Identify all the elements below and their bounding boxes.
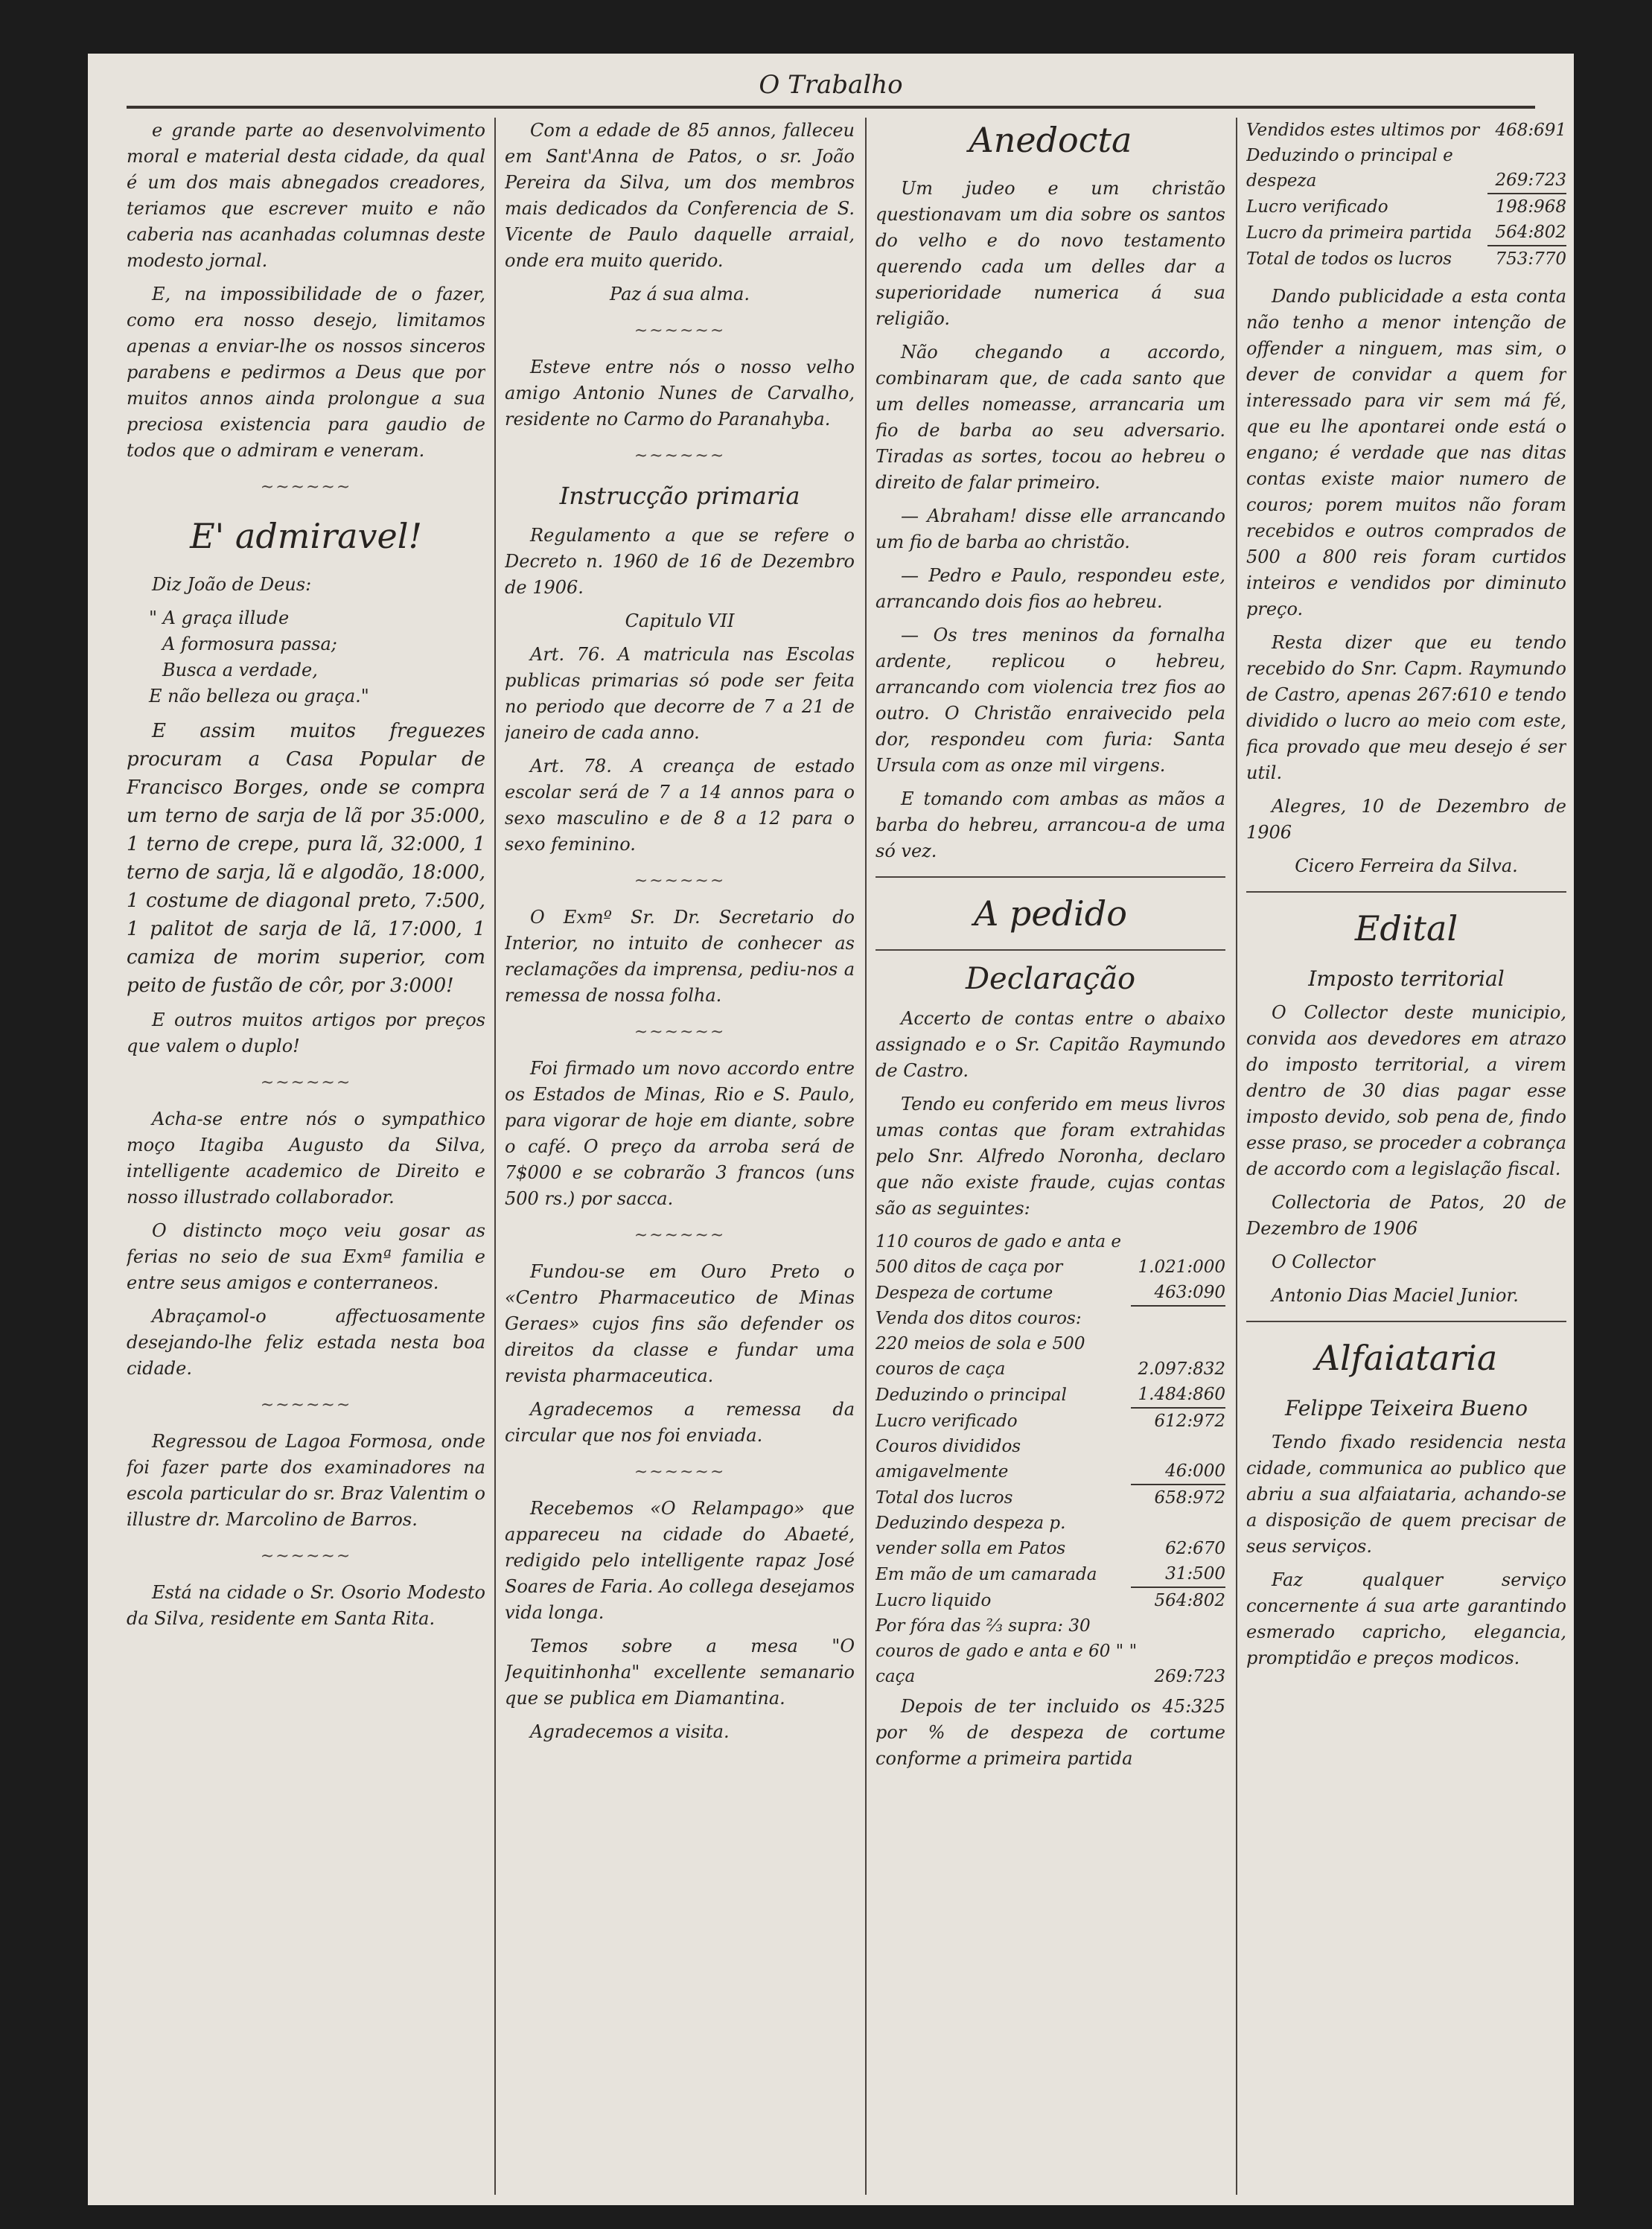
- section-rule: [1246, 1321, 1566, 1322]
- paragraph: Resta dizer que eu tendo recebido do Snr. Capm. Raymundo de Castro, apenas 267:610 e tendo dividido o lucro ao meio com este, fica provado que meu desejo é ser util.: [1246, 632, 1566, 783]
- paragraph: E tomando com ambas as mãos a barba do hebreu, arrancou-a de uma só vez.: [876, 788, 1225, 861]
- table-row: [876, 1485, 1225, 1511]
- account-label: Deduzindo o principal e despeza: [1246, 146, 1453, 191]
- section-rule: [1246, 891, 1566, 893]
- column-2: [505, 118, 855, 2195]
- ornament-divider: ~~~~~~: [634, 872, 726, 890]
- ornament-divider: ~~~~~~: [634, 1226, 726, 1245]
- paragraph: Tendo eu conferido em meus livros umas contas que foram extrahidas pelo Snr. Alfredo Noronha, declaro que não existe fraude, cujas contas são as seguintes:: [876, 1094, 1225, 1219]
- account-label: Venda dos ditos couros:: [876, 1309, 1082, 1328]
- account-label: 110 couros de gado e anta e 500 ditos de caça por: [876, 1232, 1121, 1277]
- account-table: [876, 1229, 1225, 1613]
- table-row: [876, 1613, 1225, 1689]
- ornament-divider: ~~~~~~: [634, 447, 726, 465]
- account-label: Despeza de cortume: [876, 1283, 1053, 1303]
- paragraph: Depois de ter incluido os 45:325 por % de despeza de cortume conforme a primeira partida: [876, 1696, 1225, 1769]
- paragraph: — Pedro e Paulo, respondeu este, arrancando dois fios ao hebreu.: [876, 565, 1225, 612]
- paragraph: O Collector: [1272, 1251, 1375, 1272]
- paragraph: Art. 78. A creança de estado escolar será de 7 a 14 annos para o sexo masculino e de 8 a 12 para o sexo feminino.: [505, 756, 855, 855]
- paragraph: Esteve entre nós o nosso velho amigo Antonio Nunes de Carvalho, residente no Carmo do Paranahyba.: [505, 357, 855, 430]
- account-label: Em mão de um camarada: [876, 1565, 1097, 1584]
- account-value: 564:802: [1487, 220, 1566, 246]
- ornament-divider: ~~~~~~: [260, 1547, 352, 1566]
- column-divider: [865, 118, 867, 2195]
- top-rule: [127, 106, 1535, 109]
- verse: [127, 605, 485, 709]
- verse-line: Busca a verdade,: [162, 660, 318, 680]
- account-label: Lucro da primeira partida: [1246, 223, 1473, 243]
- ornament-divider: ~~~~~~: [260, 1396, 352, 1415]
- paragraph: O distincto moço veiu gosar as ferias no seio de sua Exmª familia e entre seus amigos e conterraneos.: [127, 1220, 485, 1293]
- paragraph: E assim muitos freguezes procuram a Casa Popular de Francisco Borges, onde se compra um terno de sarja de lã por 35:000, 1 terno de crepe, pura lã, 32:000, 1 terno de sarja, lã e algodão, 18:000, 1 costume de diagonal preto, 7:500, 1 palitot de sarja de lã, 17:000, 1 camiza de morim superior, com peito de fustão de côr, por 3:000!: [127, 720, 485, 997]
- table-row: [1246, 194, 1566, 220]
- table-row: [876, 1331, 1225, 1382]
- table-row: [876, 1561, 1225, 1587]
- paragraph: — Abraham! disse elle arrancando um fio de barba ao christão.: [876, 506, 1225, 552]
- account-table: [1246, 118, 1566, 272]
- paragraph: Art. 76. A matricula nas Escolas publicas primarias só pode ser feita no periodo que decorre de 7 a 21 de janeiro de cada anno.: [505, 644, 855, 743]
- ornament-divider: ~~~~~~: [260, 1074, 352, 1092]
- section-heading: Alfaiataria: [1315, 1338, 1498, 1378]
- ornament-divider: ~~~~~~: [634, 1023, 726, 1042]
- account-label: Lucro liquido: [876, 1591, 992, 1610]
- account-label: Total dos lucros: [876, 1488, 1013, 1508]
- table-row: [1246, 143, 1566, 194]
- account-value: 1.021:000: [1138, 1257, 1225, 1277]
- paragraph: Collectoria de Patos, 20 de Dezembro de 1906: [1246, 1192, 1566, 1239]
- account-value: 269:723: [1487, 143, 1566, 194]
- account-value: 31:500: [1131, 1561, 1226, 1587]
- table-row: [876, 1306, 1225, 1331]
- newspaper-page: [88, 54, 1574, 2205]
- verse-line: E não belleza ou graça.": [149, 686, 369, 707]
- section-heading: A pedido: [974, 893, 1127, 934]
- paragraph: Recebemos «O Relampago» que appareceu na cidade do Abaeté, redigido pelo intelligente rapaz José Soares de Faria. Ao collega desejamos vida longa.: [505, 1498, 855, 1623]
- account-label: Deduzindo o principal: [876, 1385, 1067, 1405]
- paragraph: Faz qualquer serviço concernente á sua arte garantindo esmerado capricho, elegancia, promptidão e preços modicos.: [1246, 1569, 1566, 1668]
- table-cell: 269:723: [1154, 1667, 1225, 1686]
- paragraph: Paz á sua alma.: [610, 284, 750, 304]
- account-value: 1.484:860: [1131, 1382, 1226, 1408]
- account-label: Lucro verificado: [876, 1412, 1018, 1431]
- paragraph: Agradecemos a remessa da circular que nos foi enviada.: [505, 1399, 855, 1446]
- table-cell: Por fóra das ⅔ supra: 30 couros de gado e anta e 60 " " caça: [876, 1616, 1138, 1686]
- masthead: O Trabalho: [759, 70, 903, 100]
- column-4: [1246, 118, 1566, 2195]
- paragraph: Tendo fixado residencia nesta cidade, communica ao publico que abriu a sua alfaiataria, achando-se a disposição de quem precisar de seus serviços.: [1246, 1432, 1566, 1557]
- paragraph: Um judeo e um christão questionavam um dia sobre os santos do velho e do novo testamento querendo cada um delles dar a superioridade numerica á sua religião.: [876, 178, 1225, 329]
- paragraph: Com a edade de 85 annos, falleceu em Sant'Anna de Patos, o sr. João Pereira da Silva, um dos membros mais dedicados da Conferencia de S. Vicente de Paulo daquelle arraial, onde era muito querido.: [505, 120, 855, 271]
- chapter-title: Capitulo VII: [625, 610, 735, 631]
- verse-line: A formosura passa;: [162, 634, 337, 654]
- table-row: [876, 1511, 1225, 1561]
- section-rule: [876, 949, 1225, 951]
- paragraph: — Os tres meninos da fornalha ardente, replicou o hebreu, arrancando com violencia trez fios ao outro. O Christão enraivecido pela dor, respondeu com furia: Santa Ursula com as onze mil virgens.: [876, 625, 1225, 776]
- account-label: Deduzindo despeza p. vender solla em Patos: [876, 1514, 1066, 1558]
- account-value: 468:691: [1495, 121, 1566, 140]
- account-table: [876, 1613, 1225, 1689]
- table-row: [1246, 220, 1566, 246]
- paragraph: Abraçamol-o affectuosamente desejando-lhe feliz estada nesta boa cidade.: [127, 1306, 485, 1379]
- account-value: 564:802: [1154, 1591, 1225, 1610]
- date-line: Alegres, 10 de Dezembro de 1906: [1246, 796, 1566, 843]
- column-divider: [1236, 118, 1237, 2195]
- table-row: [1246, 118, 1566, 143]
- table-row: [876, 1434, 1225, 1485]
- account-value: 62:670: [1165, 1539, 1225, 1558]
- table-row: [876, 1382, 1225, 1408]
- section-heading: Instrucção primaria: [559, 482, 800, 510]
- paragraph: e grande parte ao desenvolvimento moral e material desta cidade, da qual é um dos mais abnegados creadores, teriamos que escrever muito e não caberia nas acanhadas columnas deste modesto jornal.: [127, 120, 485, 271]
- section-heading: Anedocta: [969, 120, 1132, 160]
- paragraph: Não chegando a accordo, combinaram que, de cada santo que um delles nomeasse, arrancaria um fio de barba ao seu adversario. Tiradas as sortes, tocou ao hebreu o direito de falar primeiro.: [876, 342, 1225, 493]
- paragraph: E, na impossibilidade de o fazer, como era nosso desejo, limitamos apenas a enviar-lhe os nossos sinceros parabens e pedirmos a Deus que por muitos annos ainda prolongue a sua preciosa existencia para gaudio de todos que o admiram e veneram.: [127, 284, 485, 461]
- paragraph: Foi firmado um novo accordo entre os Estados de Minas, Rio e S. Paulo, para vigorar de hoje em diante, sobre o café. O preço da arroba será de 7$000 e se cobrarão 3 francos (uns 500 rs.) por sacca.: [505, 1058, 855, 1209]
- account-value: 753:770: [1495, 249, 1566, 269]
- account-value: 658:972: [1154, 1488, 1225, 1508]
- account-value: 198:968: [1495, 197, 1566, 217]
- column-divider: [494, 118, 496, 2195]
- paragraph: O Exmº Sr. Dr. Secretario do Interior, no intuito de conhecer as reclamações da imprensa, pediu-nos a remessa de nossa folha.: [505, 907, 855, 1006]
- section-heading: Edital: [1354, 908, 1458, 948]
- paragraph: Accerto de contas entre o abaixo assignado e o Sr. Capitão Raymundo de Castro.: [876, 1008, 1225, 1081]
- account-value: 463:090: [1131, 1280, 1226, 1306]
- paragraph: Antonio Dias Maciel Junior.: [1272, 1285, 1519, 1306]
- paragraph: Fundou-se em Ouro Preto o «Centro Pharmaceutico de Minas Geraes» cujos fins são defender os direitos da classe e fundar uma revista pharmaceutica.: [505, 1261, 855, 1386]
- paragraph: Temos sobre a mesa "O Jequitinhonha" excellente semanario que se publica em Diamantina.: [505, 1636, 855, 1709]
- account-value: [1131, 1306, 1226, 1331]
- account-label: Lucro verificado: [1246, 197, 1388, 217]
- section-subheading: Imposto territorial: [1308, 966, 1505, 991]
- section-heading: E' admiravel!: [190, 516, 422, 556]
- ornament-divider: ~~~~~~: [260, 478, 352, 497]
- table-row: [876, 1587, 1225, 1613]
- account-label: 220 meios de sola e 500 couros de caça: [876, 1334, 1085, 1379]
- account-value: 612:972: [1154, 1412, 1225, 1431]
- column-3: [876, 118, 1225, 2195]
- table-row: [876, 1229, 1225, 1280]
- section-subheading: Felippe Teixeira Bueno: [1284, 1396, 1528, 1420]
- table-row: [1246, 246, 1566, 272]
- account-label: Couros divididos amigavelmente: [876, 1437, 1021, 1482]
- verse-line: " A graça illude: [149, 608, 290, 628]
- paragraph: Regressou de Lagoa Formosa, onde foi fazer parte dos examinadores na escola particular do sr. Braz Valentim o illustre dr. Marcolino de Barros.: [127, 1431, 485, 1530]
- paragraph: Regulamento a que se refere o Decreto n. 1960 de 16 de Dezembro de 1906.: [505, 525, 855, 598]
- table-row: [876, 1280, 1225, 1306]
- ornament-divider: ~~~~~~: [634, 322, 726, 340]
- account-value: 46:000: [1131, 1434, 1226, 1485]
- account-value: 2.097:832: [1138, 1359, 1225, 1379]
- section-heading: Declaração: [965, 962, 1136, 996]
- paragraph: Está na cidade o Sr. Osorio Modesto da Silva, residente em Santa Rita.: [127, 1582, 485, 1629]
- paragraph: Agradecemos a visita.: [530, 1721, 730, 1742]
- section-rule: [876, 876, 1225, 878]
- account-label: Total de todos os lucros: [1246, 249, 1452, 269]
- paragraph: O Collector deste municipio, convida aos devedores em atrazo do imposto territorial, a virem dentro de 30 dias pagar esse imposto devido, sob pena de, findo esse praso, se proceder a cobrança de accordo com a legislação fiscal.: [1246, 1002, 1566, 1179]
- paragraph: E outros muitos artigos por preços que valem o duplo!: [127, 1010, 485, 1056]
- paragraph: Diz João de Deus:: [152, 574, 312, 595]
- paragraph: Acha-se entre nós o sympathico moço Itagiba Augusto da Silva, intelligente academico de Direito e nosso illustrado collaborador.: [127, 1109, 485, 1208]
- paragraph: Dando publicidade a esta conta não tenho a menor intenção de offender a ninguem, mas sim, o dever de convidar a quem for interessado para vir sem má fé, que eu lhe apontarei onde está o engano; é verdade que nas ditas contas existe maior numero de couros; porem muitos não foram recebidos e outros comprados de 500 a 800 reis foram curtidos inteiros e vendidos por diminuto preço.: [1246, 286, 1566, 619]
- account-label: Vendidos estes ultimos por: [1246, 121, 1480, 140]
- table-row: [876, 1408, 1225, 1434]
- ornament-divider: ~~~~~~: [634, 1463, 726, 1482]
- signature: Cicero Ferreira da Silva.: [1295, 855, 1518, 876]
- column-1: [127, 118, 485, 2195]
